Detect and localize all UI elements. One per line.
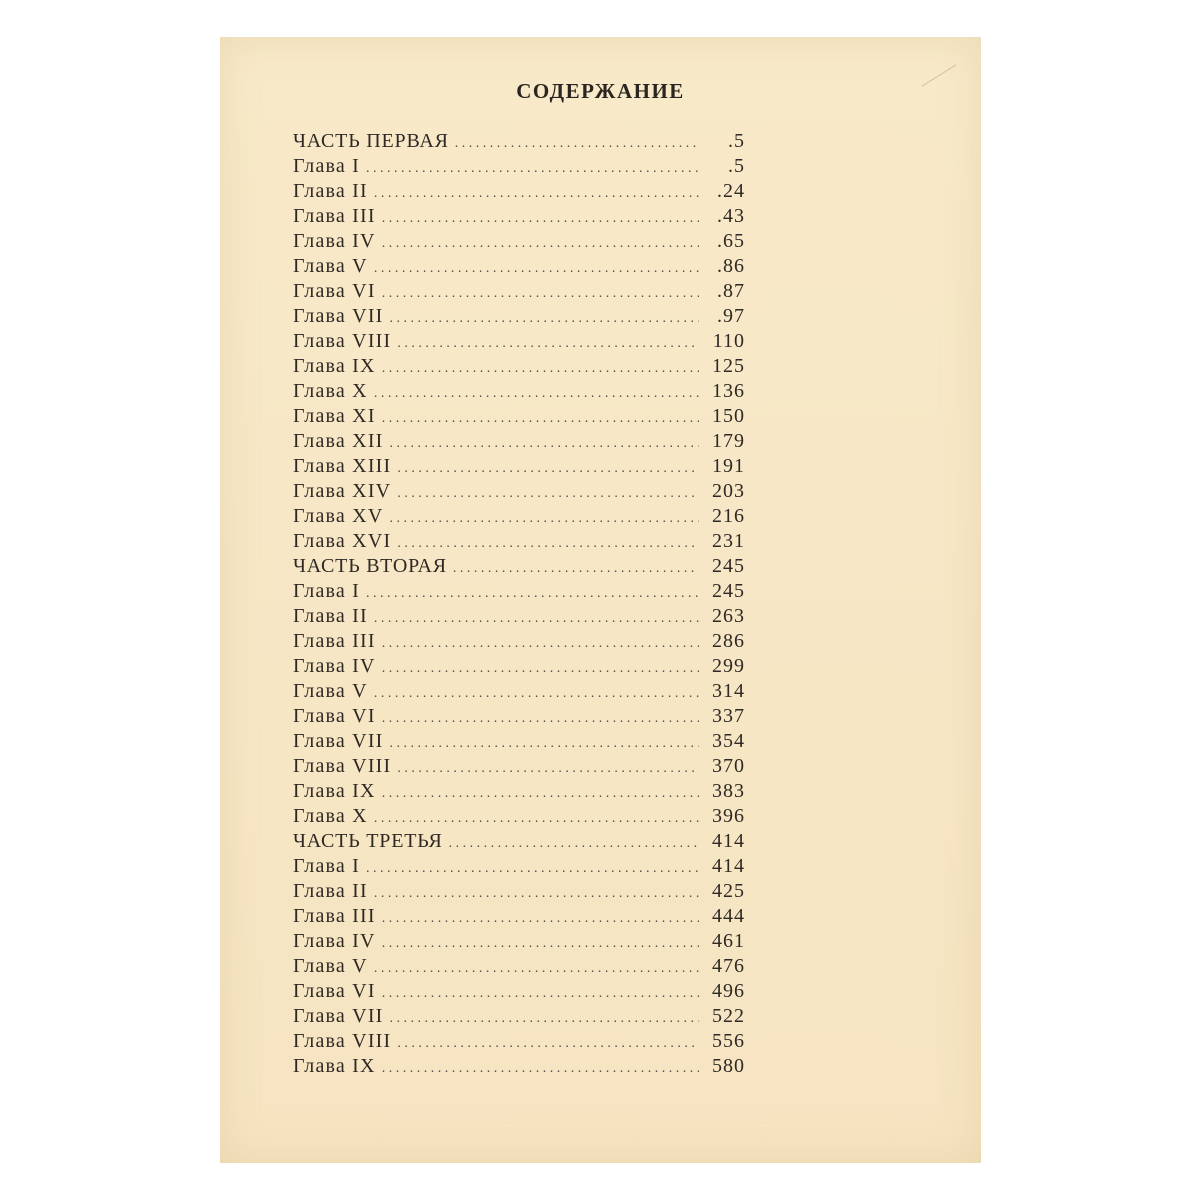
page-number: 414 [712,830,745,852]
page-number: 203 [712,480,745,502]
toc-chapter-entry [293,454,745,479]
toc-chapter-entry [293,379,745,404]
entry-label: Глава X [293,805,368,827]
dot-leader [449,829,699,856]
toc-chapter-entry [293,504,745,529]
book-page [220,37,981,1163]
entry-label: Глава VI [293,980,376,1002]
dot-leader [374,254,699,281]
toc-chapter-entry [293,254,745,279]
page-number: .24 [717,180,745,202]
entry-label: Глава IV [293,930,376,952]
page-number: 286 [712,630,745,652]
page-number: 245 [712,580,745,602]
toc-chapter-entry [293,479,745,504]
toc-chapter-entry [293,429,745,454]
page-number: 370 [712,755,745,777]
entry-label: Глава XVI [293,530,392,552]
entry-label: Глава V [293,680,368,702]
entry-label: ЧАСТЬ ВТОРАЯ [293,555,447,577]
toc-title: СОДЕРЖАНИЕ [516,79,685,103]
entry-label: Глава IX [293,780,376,802]
toc-chapter-entry [293,154,745,179]
dot-leader [390,429,699,456]
entry-label: Глава I [293,155,361,177]
toc-chapter-entry [293,754,745,779]
toc-chapter-entry [293,579,745,604]
dot-leader [374,679,699,706]
entry-label: Глава VI [293,280,376,302]
page-number: 414 [712,855,745,877]
toc-chapter-entry [293,954,745,979]
entry-label: Глава VII [293,305,384,327]
dot-leader [374,379,699,406]
dot-leader [366,854,699,881]
page-number: .87 [717,280,745,302]
dot-leader [453,554,699,581]
dot-leader [374,804,699,831]
entry-label: Глава XIII [293,455,392,477]
dot-leader [397,754,699,781]
dot-leader [397,479,699,506]
toc-chapter-entry [293,979,745,1004]
page-number: 496 [712,980,745,1002]
entry-label: Глава X [293,380,368,402]
dot-leader [382,904,699,931]
toc-chapter-entry [293,779,745,804]
page-number: 231 [712,530,745,552]
toc-chapter-entry [293,1029,745,1054]
dot-leader [382,204,699,231]
page-number: 476 [712,955,745,977]
toc-chapter-entry [293,929,745,954]
entry-label: Глава III [293,630,376,652]
page-number: 354 [712,730,745,752]
toc-chapter-entry [293,879,745,904]
page-number: 191 [712,455,745,477]
page-number: 216 [712,505,745,527]
dot-leader [382,629,699,656]
dot-leader [374,879,699,906]
entry-label: Глава V [293,255,368,277]
dot-leader [397,454,699,481]
dot-leader [382,1054,699,1081]
toc-chapter-entry [293,279,745,304]
entry-label: Глава XV [293,505,384,527]
page-number: 444 [712,905,745,927]
dot-leader [382,404,699,431]
toc-chapter-entry [293,404,745,429]
page-number: 136 [712,380,745,402]
dot-leader [366,154,699,181]
dot-leader [397,329,699,356]
entry-label: Глава VIII [293,330,392,352]
toc-chapter-entry [293,354,745,379]
toc-chapter-entry [293,704,745,729]
dot-leader [390,729,699,756]
toc-chapter-entry [293,329,745,354]
entry-label: Глава XIV [293,480,392,502]
entry-label: Глава VIII [293,1030,392,1052]
toc-chapter-entry [293,854,745,879]
toc-chapter-entry [293,804,745,829]
dot-leader [397,529,699,556]
page-number: 299 [712,655,745,677]
page-number: 263 [712,605,745,627]
page-number: 125 [712,355,745,377]
dot-leader [374,604,699,631]
page-number: 461 [712,930,745,952]
entry-label: ЧАСТЬ ПЕРВАЯ [293,130,449,152]
toc-chapter-entry [293,654,745,679]
page-number: .97 [717,305,745,327]
toc-chapter-entry [293,204,745,229]
toc-chapter-entry [293,304,745,329]
dot-leader [382,654,699,681]
toc-chapter-entry [293,179,745,204]
dot-leader [382,229,699,256]
dot-leader [455,129,699,156]
entry-label: Глава III [293,205,376,227]
entry-label: Глава IX [293,355,376,377]
entry-label: Глава XII [293,430,384,452]
entry-label: Глава VI [293,705,376,727]
toc-chapter-entry [293,1054,745,1079]
entry-label: Глава V [293,955,368,977]
dot-leader [382,279,699,306]
toc-part-entry [293,829,745,854]
dot-leader [382,354,699,381]
toc-chapter-entry [293,729,745,754]
page-number: 245 [712,555,745,577]
entry-label: Глава IX [293,1055,376,1077]
page-number: 110 [712,330,745,352]
dot-leader [390,1004,699,1031]
toc-chapter-entry [293,1004,745,1029]
toc-list [293,129,745,1079]
toc-chapter-entry [293,529,745,554]
dot-leader [382,979,699,1006]
entry-label: Глава II [293,605,368,627]
toc-chapter-entry [293,904,745,929]
entry-label: Глава III [293,905,376,927]
entry-label: Глава II [293,880,368,902]
page-number: 179 [712,430,745,452]
entry-label: Глава I [293,855,361,877]
dot-leader [382,779,699,806]
page-number: .5 [728,155,745,177]
entry-label: Глава IV [293,655,376,677]
dot-leader [374,954,699,981]
entry-label: Глава VIII [293,755,392,777]
entry-label: Глава VII [293,730,384,752]
entry-label: Глава II [293,180,368,202]
page-number: 150 [712,405,745,427]
page-number: 522 [712,1005,745,1027]
entry-label: Глава IV [293,230,376,252]
dot-leader [382,704,699,731]
toc-chapter-entry [293,629,745,654]
dot-leader [374,179,699,206]
toc-chapter-entry [293,229,745,254]
toc-chapter-entry [293,604,745,629]
toc-part-entry [293,129,745,154]
page-number: 425 [712,880,745,902]
page-number: 383 [712,780,745,802]
page-number: .43 [717,205,745,227]
page-number: .65 [717,230,745,252]
dot-leader [397,1029,699,1056]
dot-leader [366,579,699,606]
entry-label: ЧАСТЬ ТРЕТЬЯ [293,830,443,852]
page-number: 556 [712,1030,745,1052]
entry-label: Глава I [293,580,361,602]
page-number: .86 [717,255,745,277]
toc-part-entry [293,554,745,579]
dot-leader [390,304,699,331]
page-number: 580 [712,1055,745,1077]
entry-label: Глава VII [293,1005,384,1027]
page-number: 337 [712,705,745,727]
dot-leader [382,929,699,956]
toc-chapter-entry [293,679,745,704]
page-number: .5 [728,130,745,152]
page-number: 314 [712,680,745,702]
dot-leader [389,504,699,531]
page-number: 396 [712,805,745,827]
entry-label: Глава XI [293,405,376,427]
